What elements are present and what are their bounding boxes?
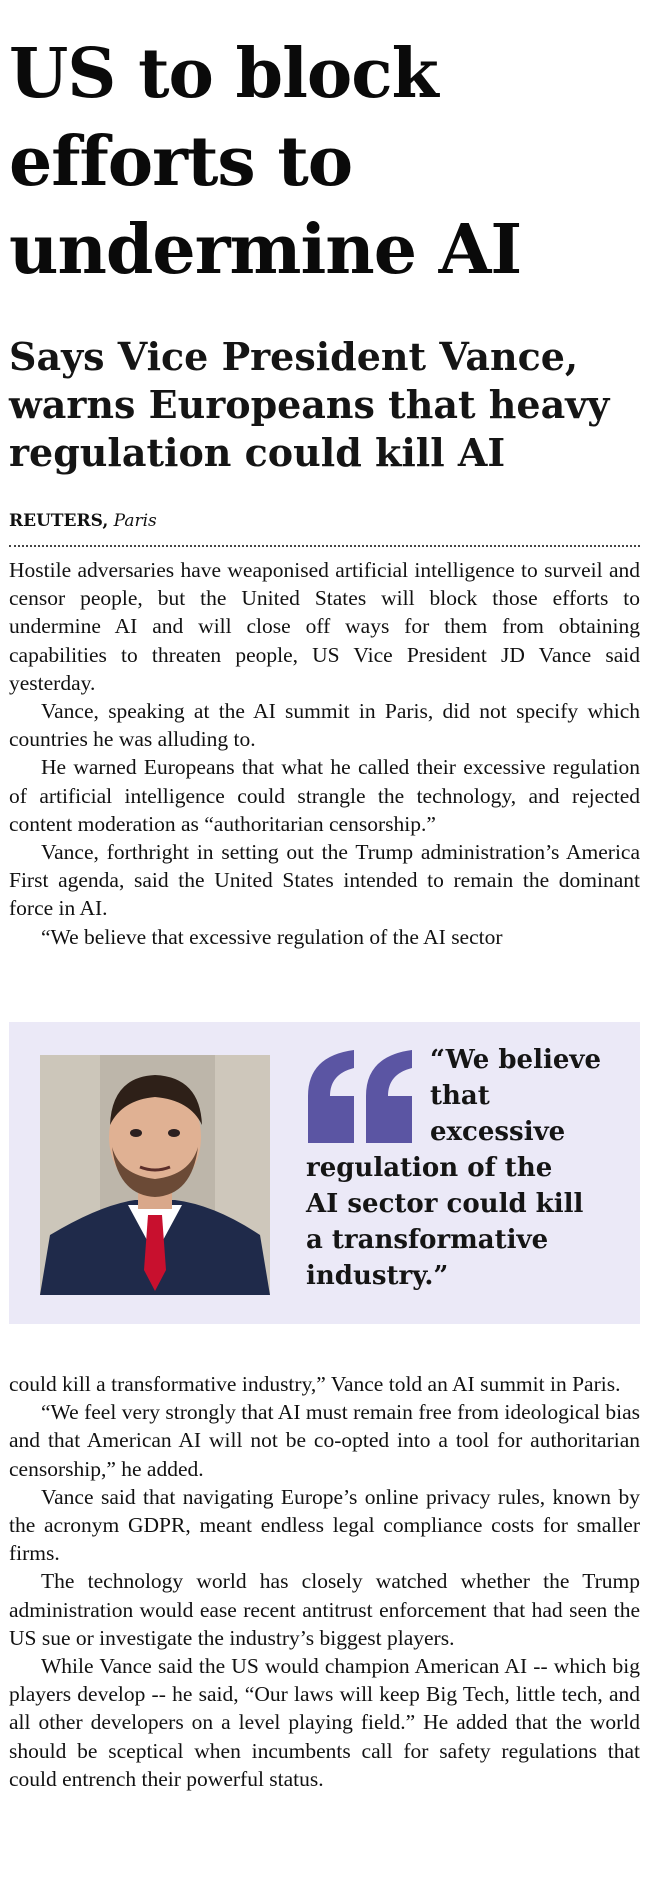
headline-line: efforts to	[9, 122, 353, 202]
article-paragraph: “We believe that excessive regulation of the AI sector	[41, 924, 503, 949]
pullquote-box	[9, 1022, 640, 1324]
article-paragraph: “We feel very strongly that AI must remain free from ideological bias and that American AI will not be co-opted into a tool for authoritarian censorship,” he added.	[9, 1400, 640, 1481]
deck-line: warns Europeans that heavy	[9, 382, 610, 427]
pullquote-line: excessive	[430, 1117, 566, 1147]
pullquote-line: “We believe	[430, 1045, 602, 1075]
pullquote-line: AI sector could kill	[306, 1189, 584, 1219]
subheadline	[9, 333, 639, 477]
byline-agency: REUTERS,	[9, 511, 109, 531]
portrait-illustration	[40, 1055, 270, 1295]
deck-line: Says Vice President Vance,	[9, 334, 579, 379]
article-paragraph: Hostile adversaries have weaponised artificial intelligence to surveil and censor people, but the United States will block those efforts to undermine AI and will close off ways for them from obtaining capabilities to threaten people, US Vice President JD Vance said yesterday.	[9, 558, 640, 695]
headline	[9, 30, 639, 294]
pullquote-text	[306, 1042, 626, 1294]
pullquote-line: a transformative	[306, 1225, 549, 1255]
article-paragraph: could kill a transformative industry,” Vance told an AI summit in Paris.	[9, 1372, 621, 1396]
pullquote-line: that	[430, 1081, 490, 1111]
byline	[9, 509, 157, 533]
article-body-top	[9, 556, 640, 951]
dotted-divider	[9, 545, 640, 547]
byline-location: Paris	[113, 511, 157, 531]
speaker-photo	[40, 1055, 270, 1295]
article-paragraph: He warned Europeans that what he called their excessive regulation of artificial intelligence could strangle the technology, and rejected content moderation as “authoritarian censorship.”	[9, 755, 640, 836]
headline-line: undermine AI	[9, 210, 522, 290]
article-paragraph: Vance said that navigating Europe’s online privacy rules, known by the acronym GDPR, meant endless legal compliance costs for smaller firms.	[9, 1484, 640, 1566]
article-body-bottom	[9, 1370, 640, 1793]
pullquote-line: industry.”	[306, 1261, 449, 1291]
article-paragraph: While Vance said the US would champion American AI -- which big players develop -- he said, “Our laws will keep Big Tech, little tech, and all other developers on a level playing field.” He added that the world should be sceptical when incumbents call for safety regulations that could entrench their powerful status.	[9, 1654, 640, 1791]
headline-line: US to block	[9, 34, 438, 114]
article-paragraph: The technology world has closely watched whether the Trump administration would ease recent antitrust enforcement that had seen the US sue or investigate the industry’s biggest players.	[9, 1569, 640, 1650]
article-paragraph: Vance, speaking at the AI summit in Paris, did not specify which countries he was alluding to.	[9, 699, 640, 752]
pullquote-line: regulation of the	[306, 1153, 553, 1183]
deck-line: regulation could kill AI	[9, 430, 506, 475]
article-paragraph: Vance, forthright in setting out the Trump administration’s America First agenda, said the United States intended to remain the dominant force in AI.	[9, 840, 640, 921]
